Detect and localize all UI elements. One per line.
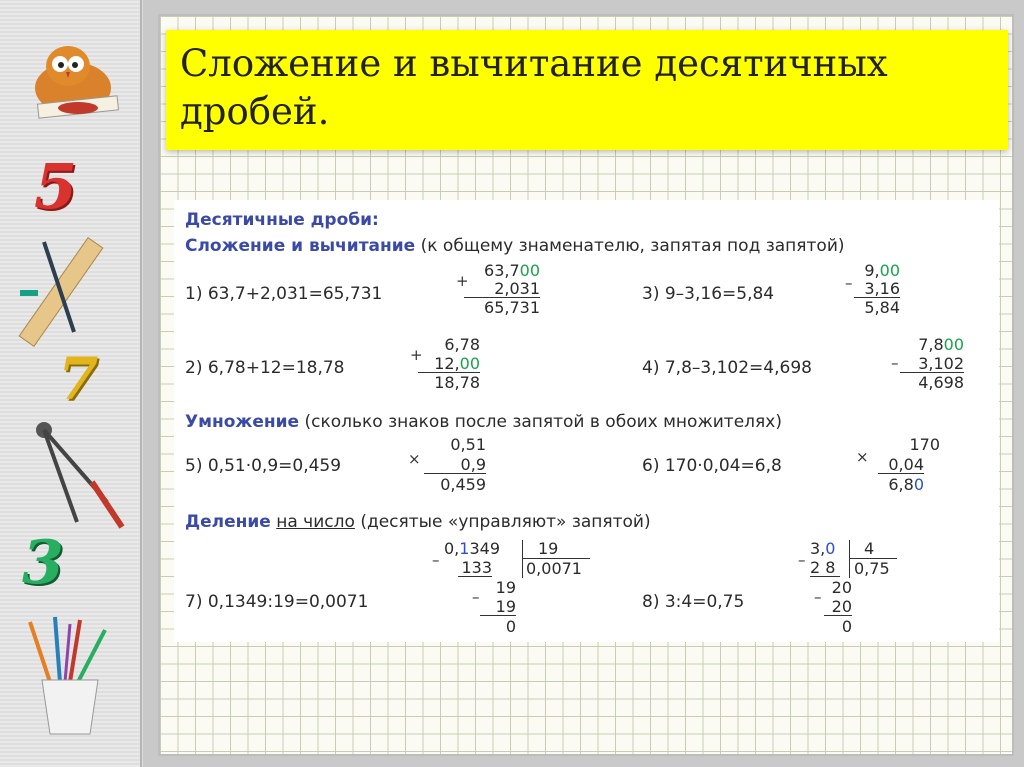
title-line-2: дробей. bbox=[180, 90, 330, 133]
digit-five: 5 bbox=[34, 150, 78, 223]
division-8-bar bbox=[849, 540, 850, 578]
division-7-step-2: 19 bbox=[495, 578, 516, 597]
division-8-step-1: 2 8 bbox=[810, 559, 840, 577]
slide-title bbox=[166, 30, 1008, 150]
division-7-step-3: 19 bbox=[480, 598, 516, 616]
owl-mascot-icon bbox=[18, 28, 128, 120]
division-7-step-1: 133 bbox=[458, 559, 492, 577]
column-6-result: 6,80 bbox=[888, 475, 924, 494]
column-6-row-1: 170 bbox=[909, 435, 940, 454]
column-2-result: 18,78 bbox=[434, 373, 480, 392]
section-div-label-2: на число bbox=[276, 512, 355, 532]
times-sign: × bbox=[856, 448, 869, 466]
division-7-remainder: 0 bbox=[505, 617, 516, 636]
division-7-dividend: 0,1349 bbox=[444, 539, 500, 558]
plus-sign: + bbox=[456, 272, 469, 290]
example-8: 8) 3:4=0,75 bbox=[642, 592, 745, 612]
content-panel bbox=[174, 200, 999, 642]
example-2: 2) 6,78+12=18,78 bbox=[185, 358, 345, 378]
example-6: 6) 170·0,04=6,8 bbox=[642, 456, 782, 476]
section-mul-heading bbox=[185, 412, 782, 432]
title-line-1: Сложение и вычитание десятичных bbox=[180, 42, 888, 85]
division-8-step-3: 20 bbox=[824, 598, 852, 616]
minus-sign: – bbox=[472, 588, 480, 606]
minus-sign: – bbox=[798, 551, 806, 569]
column-6-row-2: 0,04 bbox=[878, 456, 924, 474]
division-8-dividend: 3,0 bbox=[810, 539, 836, 558]
section-mul-note: (сколько знаков после запятой в обоих множителях) bbox=[304, 412, 782, 432]
division-7-quotient: 0,0071 bbox=[526, 559, 582, 578]
plus-sign: + bbox=[410, 346, 423, 364]
section-div-heading bbox=[185, 512, 651, 532]
division-7-divisor: 19 bbox=[538, 539, 559, 558]
digit-three: 3 bbox=[22, 528, 64, 598]
column-5-row-2: 0,9 bbox=[424, 456, 486, 474]
section-add-note: (к общему знаменателю, запятая под запятой) bbox=[420, 236, 845, 256]
minus-sign: – bbox=[814, 588, 822, 606]
column-1-result: 65,731 bbox=[484, 298, 540, 317]
column-3-result: 5,84 bbox=[864, 298, 900, 317]
column-5-result: 0,459 bbox=[440, 475, 486, 494]
times-sign: × bbox=[408, 450, 421, 468]
example-3: 3) 9–3,16=5,84 bbox=[642, 284, 775, 304]
example-7: 7) 0,1349:19=0,0071 bbox=[185, 592, 369, 612]
section-add-label: Сложение и вычитание bbox=[185, 236, 416, 256]
section-mul-label: Умножение bbox=[185, 412, 300, 432]
content-heading: Десятичные дроби: bbox=[185, 210, 379, 230]
section-add-heading bbox=[185, 236, 845, 256]
column-1-row-2: 2,031 bbox=[464, 280, 540, 298]
example-1: 1) 63,7+2,031=65,731 bbox=[185, 284, 383, 304]
minus-sign: – bbox=[432, 551, 440, 569]
column-3-row-1: 9,00 bbox=[864, 261, 900, 280]
section-div-label: Деление bbox=[185, 512, 271, 532]
minus-sign: – bbox=[845, 274, 853, 292]
column-1-row-1: 63,700 bbox=[484, 261, 540, 280]
division-7-bar bbox=[522, 540, 523, 578]
column-5-row-1: 0,51 bbox=[450, 435, 486, 454]
column-2-row-1: 6,78 bbox=[444, 335, 480, 354]
section-div-note: (десятые «управляют» запятой) bbox=[360, 512, 651, 532]
example-4: 4) 7,8–3,102=4,698 bbox=[642, 358, 812, 378]
column-4-row-2: 3,102 bbox=[900, 355, 964, 373]
pencil-cup-icon bbox=[20, 612, 120, 742]
decorative-sidebar bbox=[0, 0, 142, 767]
minus-sign: – bbox=[891, 354, 899, 372]
ruler-icon bbox=[14, 232, 124, 352]
division-8-remainder: 0 bbox=[841, 617, 852, 636]
example-5: 5) 0,51·0,9=0,459 bbox=[185, 456, 342, 476]
column-2-row-2: 12,00 bbox=[418, 355, 480, 373]
division-8-quotient: 0,75 bbox=[854, 559, 890, 578]
compass-icon bbox=[22, 412, 132, 532]
division-8-step-2: 20 bbox=[831, 578, 852, 597]
digit-seven: 7 bbox=[58, 345, 99, 413]
column-4-result: 4,698 bbox=[918, 373, 964, 392]
division-8-divisor: 4 bbox=[864, 539, 875, 558]
column-3-row-2: 3,16 bbox=[854, 280, 900, 298]
column-4-row-1: 7,800 bbox=[918, 335, 964, 354]
